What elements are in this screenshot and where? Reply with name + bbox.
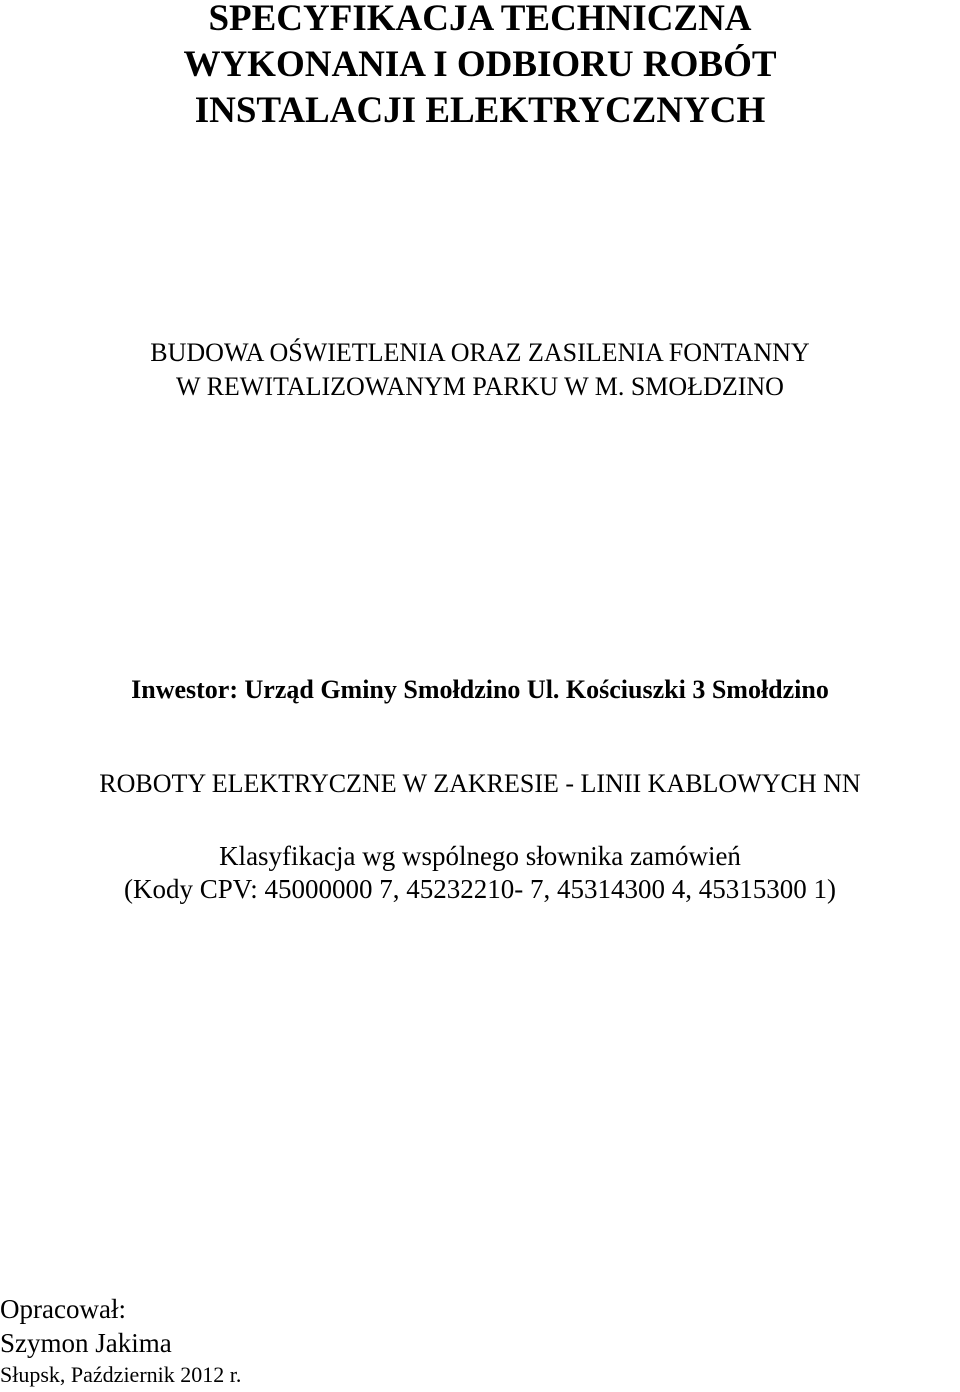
author-name: Szymon Jakima	[0, 1328, 172, 1358]
cpv-codes-line: (Kody CPV: 45000000 7, 45232210- 7, 45314300 4, 45315300 1)	[124, 874, 836, 904]
place-date: Słupsk, Październik 2012 r.	[0, 1362, 242, 1387]
classification-line: Klasyfikacja wg wspólnego słownika zamówień	[219, 841, 741, 871]
project-line-1: BUDOWA OŚWIETLENIA ORAZ ZASILENIA FONTANNY	[150, 338, 810, 367]
investor-line: Inwestor: Urząd Gminy Smołdzino Ul. Kościuszki 3 Smołdzino	[131, 675, 829, 704]
title-line-3: INSTALACJI ELEKTRYCZNYCH	[194, 90, 766, 131]
title-line-1: SPECYFIKACJA TECHNICZNA	[208, 0, 752, 39]
prepared-by-label: Opracował:	[0, 1294, 126, 1324]
project-line-2: W REWITALIZOWANYM PARKU W M. SMOŁDZINO	[176, 372, 784, 401]
title-line-2: WYKONANIA I ODBIORU ROBÓT	[183, 44, 777, 85]
scope-line: ROBOTY ELEKTRYCZNE W ZAKRESIE - LINII KABLOWYCH NN	[99, 769, 861, 798]
